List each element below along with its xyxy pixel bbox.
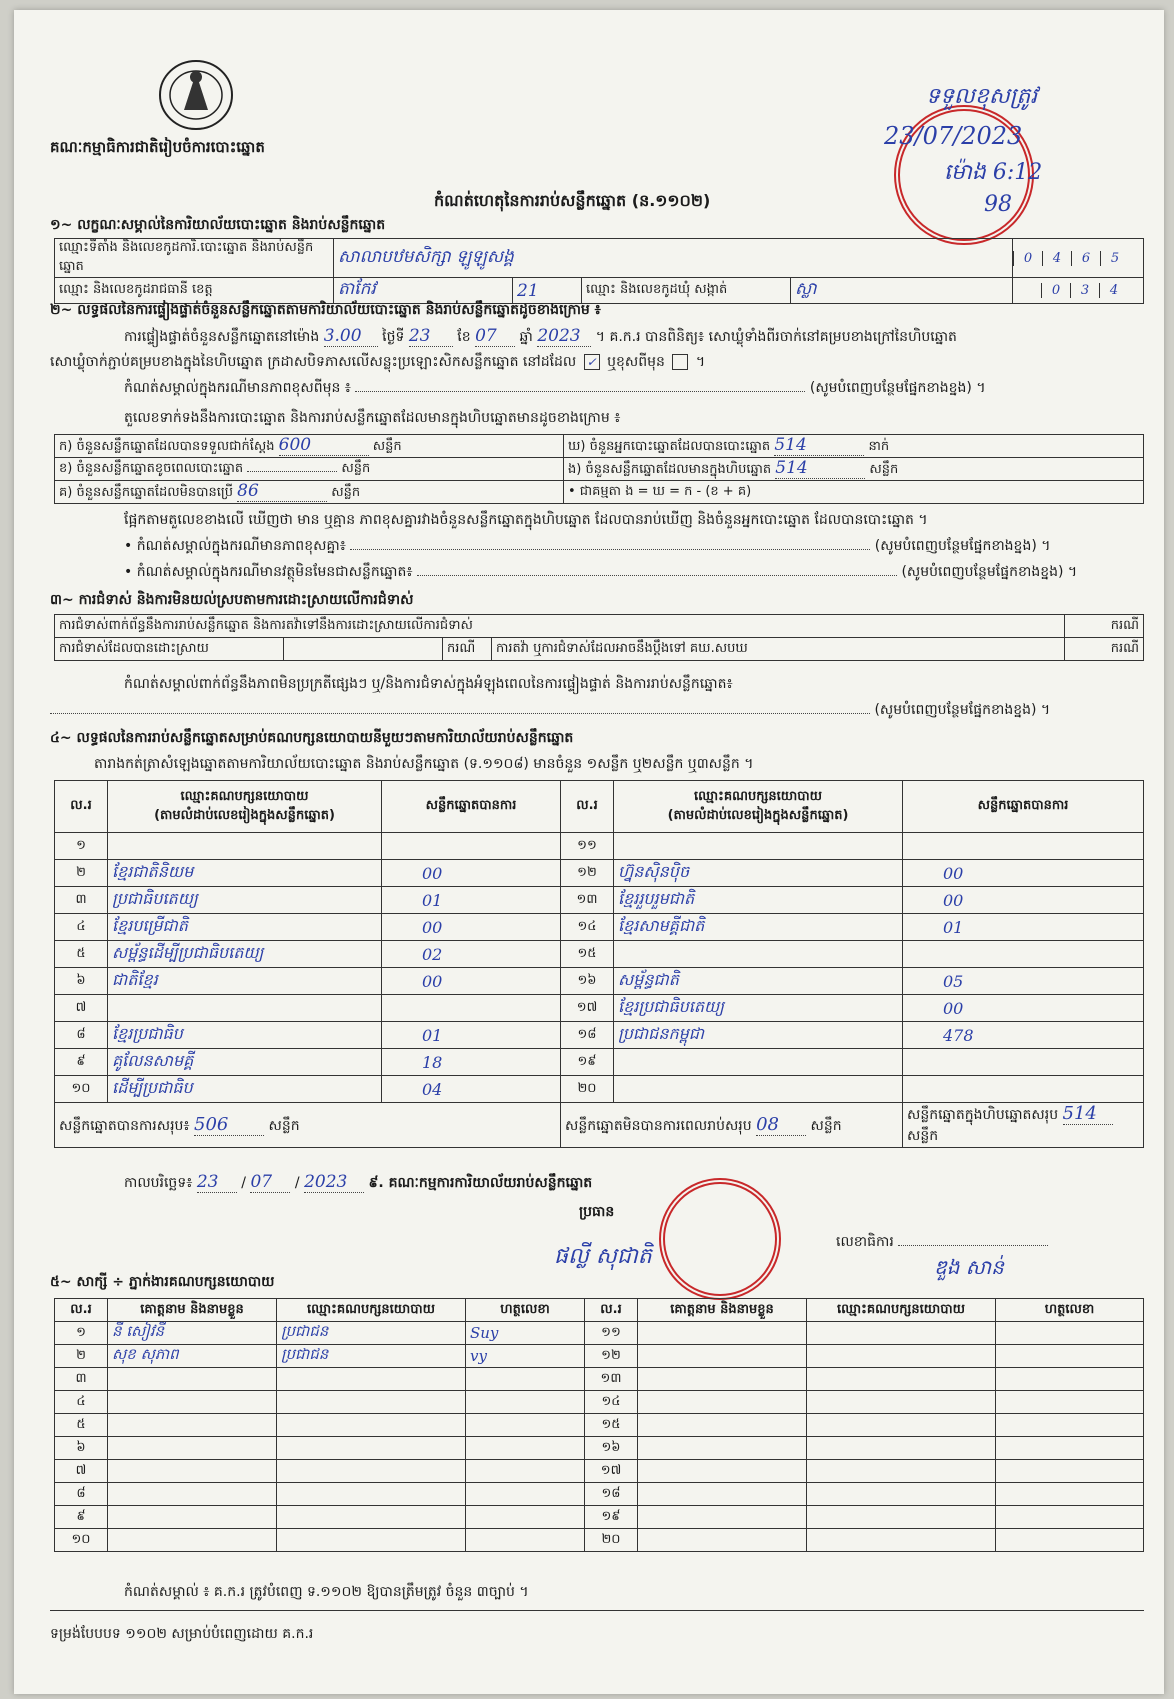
witness-party [277, 1437, 466, 1460]
formula: • ជាគម្មតា ង = ឃ = ក - (ខ + គ) [564, 481, 1144, 504]
location-value: សាលាបឋមសិក្សា ឡូឡូសង្គ [334, 239, 1013, 278]
witness-number: ១១ [585, 1322, 638, 1345]
result-row [55, 968, 1144, 995]
official-stamp-bottom [659, 1178, 781, 1300]
party-name: សម្ព័ន្ធដើម្បីប្រជាធិបតេយ្យ [108, 941, 382, 968]
verify-day: 23 [409, 326, 453, 347]
witness-row [55, 1506, 1144, 1529]
witness-name [108, 1460, 277, 1483]
witness-signature [466, 1506, 585, 1529]
witness-name [638, 1414, 807, 1437]
witness-row [55, 1345, 1144, 1368]
witness-signature: vy [466, 1345, 585, 1368]
witness-party [807, 1414, 996, 1437]
party-number: ៥ [55, 941, 108, 968]
signing-date: កាលបរិច្ឆេទ៖ 23 / 07 / 2023 ៩. គណៈកម្មការការិយាល័យរាប់សន្លឹកឆ្នោត [124, 1172, 593, 1192]
witness-name [108, 1368, 277, 1391]
witness-signature [466, 1483, 585, 1506]
witness-name [108, 1506, 277, 1529]
verify-month: 07 [475, 326, 515, 347]
witness-name [638, 1529, 807, 1552]
party-votes: 01 [382, 887, 561, 914]
witness-name [108, 1529, 277, 1552]
objection-row-1: ការជំទាស់ពាក់ព័ន្ធនឹងការរាប់សន្លឹកឆ្នោត និងការតវ៉ាទៅនឹងការដោះស្រាយលើការជំទាស់ [55, 615, 1065, 638]
witness-number: ១២ [585, 1345, 638, 1368]
irregularity-note: កំណត់សម្គាល់ពាក់ព័ន្ធនឹងភាពមិនប្រក្រតីផ្សេងៗ ឬ/និងការជំទាស់ក្នុងអំឡុងពេលនៃការផ្ទៀងផ្ទាត់ និងការរាប់សន្លឹកឆ្នោត៖ [124, 676, 733, 692]
unused-ballots: 86 [237, 481, 327, 502]
witness-name [638, 1506, 807, 1529]
witness-party [807, 1345, 996, 1368]
party-number: ១២ [561, 860, 614, 887]
party-name: ខ្មែរបម្រើជាតិ [108, 914, 382, 941]
party-votes [903, 941, 1144, 968]
party-name [108, 995, 382, 1022]
witness-name: នី សៀវនី [108, 1322, 277, 1345]
party-number: ៧ [55, 995, 108, 1022]
party-votes: 05 [903, 968, 1144, 995]
verify-year: 2023 [537, 326, 591, 347]
witness-party [277, 1506, 466, 1529]
result-row [55, 914, 1144, 941]
verify-time: 3.00 [324, 326, 378, 347]
party-name: ខ្មែរជាតិនិយម [108, 860, 382, 887]
stamp-date: 23/07/2023 [884, 122, 1023, 150]
witness-row [55, 1529, 1144, 1552]
witness-name: សុខ សុភាព [108, 1345, 277, 1368]
figures-row: ខ) ចំនួនសន្លឹកឆ្នោតខូចពេលបោះឆ្នោត សន្លឹក ង) ចំនួនសន្លឹកឆ្នោតដែលមានក្នុងហិបឆ្នោត 514 សន្លឹក [55, 458, 1144, 481]
witness-party [277, 1483, 466, 1506]
party-name: គូលែនសាមគ្គី [108, 1049, 382, 1076]
witness-name [638, 1368, 807, 1391]
party-votes: 01 [382, 1022, 561, 1049]
party-number: ១៣ [561, 887, 614, 914]
bullet-difference: • កំណត់សម្គាល់ក្នុងករណីមានភាពខុសគ្នា៖ (សូមបំពេញបន្ថែមផ្នែកខាងខ្នង) ។ [124, 538, 1051, 554]
party-name: ខ្មែររួបរួមជាតិ [614, 887, 903, 914]
witness-name [638, 1322, 807, 1345]
party-votes: 00 [382, 968, 561, 995]
witness-party [277, 1414, 466, 1437]
witness-name [108, 1483, 277, 1506]
witness-number: ១៦ [585, 1437, 638, 1460]
witness-signature [996, 1414, 1144, 1437]
witness-party [807, 1368, 996, 1391]
witness-table: ល.រ គោត្តនាម និងនាមខ្លួន ឈ្មោះគណបក្សនយោបាយ ហត្ថលេខា ល.រ គោត្តនាម និងនាមខ្លួន ឈ្មោះគណបក្សនយោបាយ ហត្ថលេខា ១ នី សៀវនី ប្រជាជន Suy ១១ ២ សុខ សុភាព ប្រជាជន vy ១២ ៣ ១៣ ៤ ១៤ ៥ ១៥ ៦ ១៦ ៧ ១៧ ៨ ១៨ ៩ ១៩ ១០ ២០ [54, 1298, 1144, 1552]
secretary-line: លេខាធិការ [836, 1232, 1048, 1253]
party-name: ដើម្បីប្រជាធិប [108, 1076, 382, 1103]
received-ballots: 600 [279, 435, 369, 456]
party-votes: 478 [903, 1022, 1144, 1049]
form-title: កំណត់ហេតុនៃការរាប់សន្លឹកឆ្នោត (ន.១១០២) [434, 191, 711, 210]
witness-signature [466, 1414, 585, 1437]
witness-row [55, 1483, 1144, 1506]
witness-number: ៦ [55, 1437, 108, 1460]
party-votes: 00 [903, 887, 1144, 914]
province-code: 21 [513, 278, 582, 304]
witness-name [108, 1391, 277, 1414]
witness-signature [996, 1391, 1144, 1414]
witness-signature [996, 1322, 1144, 1345]
footer-divider [50, 1610, 1144, 1611]
witness-signature [996, 1506, 1144, 1529]
result-row [55, 860, 1144, 887]
witness-signature [466, 1460, 585, 1483]
result-row [55, 887, 1144, 914]
witness-number: ៥ [55, 1414, 108, 1437]
party-votes: 04 [382, 1076, 561, 1103]
party-number: ១៩ [561, 1049, 614, 1076]
witness-number: ២០ [585, 1529, 638, 1552]
witness-number: ១៩ [585, 1506, 638, 1529]
witness-party [807, 1437, 996, 1460]
witness-name [108, 1437, 277, 1460]
section5-title: ៥~ សាក្សី ÷ ភ្នាក់ងារគណបក្សនយោបាយ [50, 1274, 275, 1290]
witness-number: ១៥ [585, 1414, 638, 1437]
party-number: ៨ [55, 1022, 108, 1049]
location-label: ឈ្មោះទីតាំង និងលេខកូដការិ.បោះឆ្នោត និងរាប់សន្លឹកឆ្នោត [55, 239, 334, 278]
commune-label: ឈ្មោះ និងលេខកូដឃុំ សង្កាត់ [582, 278, 791, 304]
witness-row [55, 1460, 1144, 1483]
total-valid: សន្លឹកឆ្នោតបានការសរុប៖ 506 សន្លឹក [55, 1103, 561, 1148]
note-line-1: កំណត់សម្គាល់ក្នុងករណីមានភាពខុសពីមុន ៖ (សូមបំពេញបន្ថែមផ្នែកខាងខ្នង) ។ [124, 380, 986, 396]
witness-signature [996, 1345, 1144, 1368]
party-number: ៣ [55, 887, 108, 914]
party-votes: 00 [382, 860, 561, 887]
witness-party: ប្រជាជន [277, 1322, 466, 1345]
party-number: ២ [55, 860, 108, 887]
witness-number: ១៨ [585, 1483, 638, 1506]
party-name [108, 833, 382, 860]
figures-row: ក) ចំនួនសន្លឹកឆ្នោតដែលបានទទួលជាក់ស្តែង 600 សន្លឹក ឃ) ចំនួនអ្នកបោះឆ្នោតដែលបានបោះឆ្នោត 514 នាក់ [55, 435, 1144, 458]
witness-signature [466, 1529, 585, 1552]
party-number: ១៥ [561, 941, 614, 968]
party-name [614, 1049, 903, 1076]
party-number: ១១ [561, 833, 614, 860]
witness-row [55, 1414, 1144, 1437]
party-number: ៩ [55, 1049, 108, 1076]
witness-party [277, 1368, 466, 1391]
appeal-objections: ការតវ៉ា ឬការជំទាស់ដែលអាចនឹងប្តឹងទៅ គឃ.សបឃ [492, 638, 1065, 661]
spoiled-ballots [247, 471, 337, 472]
witness-party [807, 1322, 996, 1345]
witness-party [807, 1391, 996, 1414]
result-row [55, 1049, 1144, 1076]
witness-number: ៣ [55, 1368, 108, 1391]
party-name: ប្រជាធិបតេយ្យ [108, 887, 382, 914]
witness-name [638, 1391, 807, 1414]
seal-line: សោឃ្លុំចាក់ភ្ជាប់គម្របខាងក្នុងនៃហិបឆ្នោត ក្រដាសបិទភាសលើសន្លុះប្រឡោះសិកសន្លឹកឆ្នោត នៅដដែល ✓ ឬខុសពីមុន ។ [50, 354, 706, 370]
total-box: សន្លឹកឆ្នោតក្នុងហិបឆ្នោតសរុប 514 សន្លឹក [903, 1103, 1144, 1148]
chair-label: ប្រធាន [579, 1204, 615, 1220]
total-valid-value: 506 [194, 1114, 264, 1136]
party-votes: 00 [903, 995, 1144, 1022]
committee-name: គណៈកម្មាធិការជាតិរៀបចំការបោះឆ្នោត [50, 138, 265, 156]
party-name [614, 941, 903, 968]
witness-row [55, 1322, 1144, 1345]
witness-number: ២ [55, 1345, 108, 1368]
party-name: ខ្មែរសាមគ្គីជាតិ [614, 914, 903, 941]
witness-signature [466, 1368, 585, 1391]
stamp-number: 98 [984, 192, 1012, 217]
results-table: ល.រ ឈ្មោះគណបក្សនយោបាយ (តាមលំដាប់លេខរៀងក្នុងសន្លឹកឆ្នោត) សន្លឹកឆ្នោតបានការ ល.រ ឈ្មោះគណបក្សនយោបាយ (តាមលំដាប់លេខរៀងក្នុងសន្លឹកឆ្នោត) សន្លឹកឆ្នោតបានការ ១ ១១ ២ ខ្មែរជាតិនិយម 00 ១២ ហ្វ៊ុនស៊ិនប៉ិច 00 ៣ ប្រជាធិបតេយ្យ 01 ១៣ ខ្មែររួបរួមជាតិ 00 ៤ ខ្មែរបម្រើជាតិ 00 ១៤ ខ្មែរសាមគ្គីជាតិ 01 ៥ សម្ព័ន្ធដើម្បីប្រជាធិបតេយ្យ 02 ១៥ ៦ ជាតិខ្មែរ 00 ១៦ សម្ព័ន្ធជាតិ 05 ៧ ១៧ ខ្មែរប្រជាធិបតេយ្យ 00 ៨ ខ្មែរប្រជាធិប 01 ១៨ ប្រជាជនកម្ពុជា 478 ៩ គូលែនសាមគ្គី 18 ១៩ ១០ ដើម្បីប្រជាធិប 04 ២០ សន្លឹកឆ្នោតបានការសរុប៖ 506 សន្លឹក សន្លឹកឆ្នោតមិនបានការពេលរាប់សរុប 08 សន្លឹក សន្លឹកឆ្នោតក្នុងហិបឆ្នោតសរុប 514 សន្លឹក [54, 780, 1144, 1148]
witness-number: ១៤ [585, 1391, 638, 1414]
resolved-objections: ការជំទាស់ដែលបានដោះស្រាយ [55, 638, 284, 661]
stamp-label: ទទួលខុសត្រូវ [926, 84, 1038, 109]
result-row [55, 1022, 1144, 1049]
province-value: តាកែវ [334, 278, 513, 304]
difference-line: ផ្អែកតាមតួលេខខាងលើ ឃើញថា មាន ឬគ្មាន ភាពខុសគ្នារវាងចំនួនសន្លឹកឆ្នោតក្នុងហិបឆ្នោត ដែលបានរាប់ឃើញ និងចំនួនអ្នកបោះឆ្នោត ដែលបានបោះឆ្នោត ។ [124, 512, 928, 528]
changed-checkbox[interactable] [672, 354, 688, 370]
witness-party [807, 1460, 996, 1483]
party-name: ខ្មែរប្រជាធិប [108, 1022, 382, 1049]
result-row [55, 941, 1144, 968]
witness-name [638, 1460, 807, 1483]
secretary-signature: ឌួង សាន់ [934, 1255, 1004, 1279]
party-number: ១ [55, 833, 108, 860]
total-invalid-value: 08 [756, 1114, 806, 1136]
party-votes: 02 [382, 941, 561, 968]
result-row [55, 995, 1144, 1022]
witness-party [277, 1529, 466, 1552]
witness-party [277, 1460, 466, 1483]
result-row [55, 1076, 1144, 1103]
party-votes: 00 [382, 914, 561, 941]
witness-party [807, 1506, 996, 1529]
witness-name [638, 1345, 807, 1368]
party-votes [382, 995, 561, 1022]
figures-table [54, 434, 1144, 504]
party-votes: 00 [903, 860, 1144, 887]
witness-number: ១ [55, 1322, 108, 1345]
voters-count: 514 [774, 435, 864, 456]
party-number: ៤ [55, 914, 108, 941]
figures-row: គ) ចំនួនសន្លឹកឆ្នោតដែលមិនបានប្រើ 86 សន្លឹក • ជាគម្មតា ង = ឃ = ក - (ខ + គ) [55, 481, 1144, 504]
witness-row [55, 1391, 1144, 1414]
party-number: ១៦ [561, 968, 614, 995]
witness-signature [996, 1460, 1144, 1483]
witness-party [807, 1529, 996, 1552]
witness-party: ប្រជាជន [277, 1345, 466, 1368]
irregularity-fill: (សូមបំពេញបន្ថែមផ្នែកខាងខ្នង) ។ [50, 700, 1144, 721]
footnote: កំណត់សម្គាល់ ៖ គ.ក.រ ត្រូវបំពេញ ទ.១១០២ ឱ្យបានត្រឹមត្រូវ ចំនួន ៣ច្បាប់ ។ [124, 1584, 529, 1600]
commune-value: ស្លា [791, 278, 1013, 304]
party-name: ជាតិខ្មែរ [108, 968, 382, 995]
party-votes [382, 833, 561, 860]
section4-title: ៤~ លទ្ធផលនៃការរាប់សន្លឹកឆ្នោតសម្រាប់គណបក្សនយោបាយនីមួយៗតាមការិយាល័យរាប់សន្លឹកឆ្នោត [50, 730, 574, 746]
party-name [614, 1076, 903, 1103]
party-number: ១៨ [561, 1022, 614, 1049]
witness-number: ៧ [55, 1460, 108, 1483]
witness-signature [996, 1483, 1144, 1506]
party-name: ខ្មែរប្រជាធិបតេយ្យ [614, 995, 903, 1022]
form-sheet [14, 10, 1164, 1694]
witness-number: ៨ [55, 1483, 108, 1506]
stamp-time: ម៉ោង 6:12 [944, 160, 1043, 185]
bullet-objects: • កំណត់សម្គាល់ក្នុងករណីមានវត្ថុមិនមែនជាសន្លឹកឆ្នោត៖ (សូមបំពេញបន្ថែមផ្នែកខាងខ្នង) ។ [124, 564, 1078, 580]
witness-signature [466, 1391, 585, 1414]
witness-number: ៩ [55, 1506, 108, 1529]
party-number: ២០ [561, 1076, 614, 1103]
party-votes [903, 833, 1144, 860]
party-number: ១០ [55, 1076, 108, 1103]
witness-party [277, 1391, 466, 1414]
result-row [55, 833, 1144, 860]
location-code: 0 4 6 5 [1013, 239, 1144, 278]
province-label: ឈ្មោះ និងលេខកូដរាជធានី ខេត្ត [55, 278, 334, 304]
unchanged-checkbox[interactable]: ✓ [584, 354, 600, 370]
section4-intro: តារាងកត់ត្រាសំឡេងឆ្នោតតាមការិយាល័យបោះឆ្នោត និងរាប់សន្លឹកឆ្នោត (ទ.១១០៨) មានចំនួន ១សន្លឹក ឬ២សន្លឹក ឬ៣សន្លឹក ។ [94, 756, 754, 772]
witness-name [638, 1483, 807, 1506]
witness-row [55, 1368, 1144, 1391]
witness-name [108, 1414, 277, 1437]
party-votes: 01 [903, 914, 1144, 941]
party-name: ប្រជាជនកម្ពុជា [614, 1022, 903, 1049]
ballots-in-box: 514 [775, 458, 865, 479]
witness-signature [466, 1437, 585, 1460]
section1-table [54, 238, 1144, 304]
verification-line: ការផ្ទៀងផ្ទាត់ចំនួនសន្លឹកឆ្នោតនៅម៉ោង 3.00 ថ្ងៃទី 23 ខែ 07 ឆ្នាំ 2023 ។ គ.ក.រ បានពិនិត្យ៖ សោឃ្លុំទាំងពីរចាក់នៅគម្របខាងក្រៅនៃហិបឆ្នោត [124, 326, 957, 346]
section2-title: ២~ លទ្ធផលនៃការផ្ទៀងផ្ទាត់ចំនួនសន្លឹកឆ្នោតតាមការិយាល័យបោះឆ្នោត និងរាប់សន្លឹកឆ្នោតដូចខាងក្រោម ៖ [50, 302, 601, 318]
national-emblem-icon [154, 55, 238, 133]
total-box-value: 514 [1063, 1103, 1113, 1125]
party-name: សម្ព័ន្ធជាតិ [614, 968, 903, 995]
party-name [614, 833, 903, 860]
party-number: ១៧ [561, 995, 614, 1022]
party-number: ១៤ [561, 914, 614, 941]
witness-party [807, 1483, 996, 1506]
party-votes: 18 [382, 1049, 561, 1076]
witness-signature [996, 1529, 1144, 1552]
witness-number: ៤ [55, 1391, 108, 1414]
section3-title: ៣~ ការជំទាស់ និងការមិនយល់ស្របតាមការដោះស្រាយលើការជំទាស់ [50, 592, 414, 608]
figures-intro: តួលេខទាក់ទងនឹងការបោះឆ្នោត និងការរាប់សន្លឹកឆ្នោតដែលមានក្នុងហិបឆ្នោតមានដូចខាងក្រោម ៖ [124, 410, 621, 426]
witness-number: ១៣ [585, 1368, 638, 1391]
witness-number: ១៧ [585, 1460, 638, 1483]
chair-signature: ផល្លី សុជាតិ [554, 1244, 652, 1269]
witness-number: ១០ [55, 1529, 108, 1552]
witness-name [638, 1437, 807, 1460]
section1-title: ១~ លក្ខណៈសម្គាល់នៃការិយាល័យបោះឆ្នោត និងរាប់សន្លឹកឆ្នោត [50, 217, 386, 233]
form-version: ទម្រង់បែបបទ ១១០២ សម្រាប់បំពេញដោយ គ.ក.រ [50, 1626, 314, 1642]
party-number: ៦ [55, 968, 108, 995]
commune-code: 0 3 4 [1013, 278, 1144, 304]
witness-signature: Suy [466, 1322, 585, 1345]
total-invalid: សន្លឹកឆ្នោតមិនបានការពេលរាប់សរុប 08 សន្លឹក [561, 1103, 903, 1148]
witness-row [55, 1437, 1144, 1460]
witness-signature [996, 1368, 1144, 1391]
party-name: ហ្វ៊ុនស៊ិនប៉ិច [614, 860, 903, 887]
witness-signature [996, 1437, 1144, 1460]
party-votes [903, 1049, 1144, 1076]
objections-table: ការជំទាស់ពាក់ព័ន្ធនឹងការរាប់សន្លឹកឆ្នោត និងការតវ៉ាទៅនឹងការដោះស្រាយលើការជំទាស់ ករណី ការជំទាស់ដែលបានដោះស្រាយ ករណី ការតវ៉ា ឬការជំទាស់ដែលអាចនឹងប្តឹងទៅ គឃ.សបឃ ករណី [54, 614, 1144, 661]
party-votes [903, 1076, 1144, 1103]
